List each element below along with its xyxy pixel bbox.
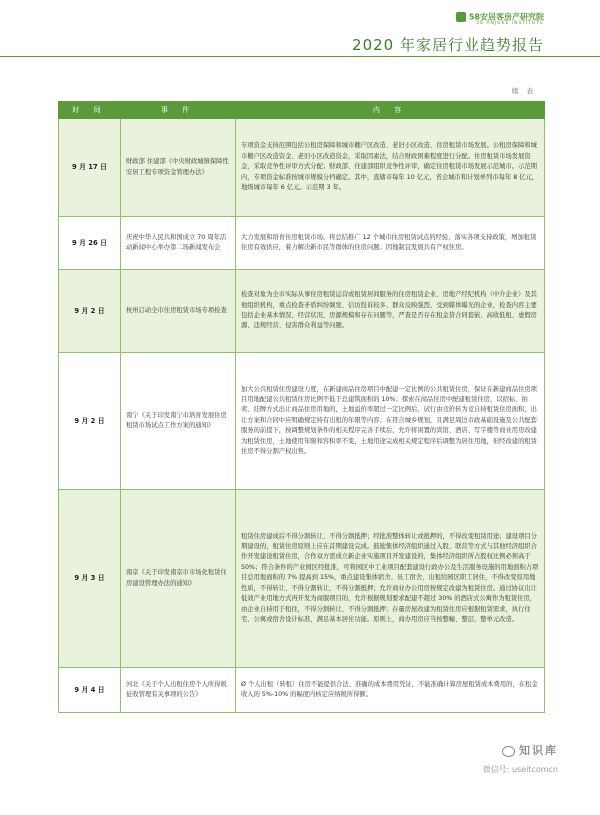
table-row — [59, 668, 545, 713]
continued-label: 续 表 — [511, 87, 536, 95]
row-date: 9 月 26 日 — [59, 217, 121, 270]
row-event: 杭州启动全市住房租赁市场专项检查 — [121, 270, 236, 353]
row-date: 9 月 2 日 — [59, 353, 121, 490]
table-row — [59, 270, 545, 353]
brand-logo — [456, 12, 544, 27]
row-content: 专项资金支持范围包括公租房保障和城市棚户区改造、老旧小区改造、住房租赁市场发展。公租房保障和城市棚户区改造资金、老旧小区改造资金，采取因素法，结合财政困难程度进行分配。住房租赁市场发展资金，采取竞争性评审方式分配；财政部、住建部组织竞争性评审，确定住房租赁市场发展示范城市。示范期内，专项资金标准按城市规模分档确定。其中，直辖市每年 10 亿元，省会城市和计划单列市每年 8 亿元，地级城市每年 6 亿元。示范期 3 年。 — [236, 119, 545, 217]
table-row — [59, 217, 545, 270]
row-date: 9 月 4 日 — [59, 668, 121, 713]
row-event: 南宁《关于印发南宁市培育发展住房租赁市场试点工作方案的通知》 — [121, 353, 236, 490]
row-content: 检查对象为全市实际从事住房租赁运营或租赁居间服务的住房租赁企业、房地产经纪机构（中介企业）及其他组织机构，重点检查矛盾纠纷频发、信访投诉较多、群众反映强烈、受到媒体曝光的企业，检查内容主要包括企业基本情况、经营状况、房源规模和存在问题等，严查是否存在租金贷合同套嵌、高收低租、虚假房源、违规经营、侵害群众利益等问题。 — [236, 270, 545, 353]
watermark — [483, 742, 558, 775]
table-row — [59, 353, 545, 490]
brand-subtitle: 58 ANJUKE INSTITUTE — [476, 21, 544, 27]
chat-bubble-icon — [502, 746, 515, 757]
row-event: 财政部 住建部《中央财政城镇保障性安居工程专项资金管理办法》 — [121, 119, 236, 217]
header-divider — [0, 56, 600, 57]
brand-name: 58安居客房产研究院 — [468, 12, 544, 22]
row-event: 河北《关于个人出租住房个人所得税征收管理有关事项的公告》 — [121, 668, 236, 713]
column-header-event: 事 件 — [121, 102, 236, 119]
row-content: Ø 个人出租（转租）住房不能提供合法、准确的成本费用凭证，不能准确计算房屋租赁成本费用的，在租金收入的 5%-10% 的幅度内核定应纳税所得额。 — [236, 668, 545, 713]
watermark-account: 微信号: useitcomcn — [482, 765, 558, 774]
column-header-content: 内 容 — [236, 102, 545, 119]
row-date: 9 月 2 日 — [59, 270, 121, 353]
events-table — [58, 101, 545, 713]
table-row — [59, 119, 545, 217]
table-row — [59, 490, 545, 668]
row-content: 加大公共租赁住房建设力度，在新建商品住房项目中配建一定比例的公共租赁住房，保证在新建商品住房项目用地配建公共租赁住房比例不低于总建筑面积的 10%；探索在商品住房中配建租赁住房，以招标、拍卖、挂牌方式出让商品住房用地的，土地溢价率超过一定比例后，试行由竞价转为竞自持租赁住房面积，出让方案和合同中应明确规定持有出租的年限等内容；在符合城乡规划，且满足周边市政基础设施及公共配套服务的前提下，按调整规划条件的相关程序完善手续后，允许将闲置的宾馆、酒店、写字楼等商业用房改建为租赁住房，土地使用年限和容积率不变，土地用途完成相关规定程序后调整为居住用地，但经改建的租赁住房不得分割产权出售。 — [236, 353, 545, 490]
report-title: 2020 年家居行业趋势报告 — [352, 36, 544, 54]
row-event: 庆祝中华人民共和国成立 70 周年活动新闻中心举办第二场新闻发布会 — [121, 217, 236, 270]
row-content: 租赁住房建成后不得分割转让、不得分割抵押；经批准整体转让或抵押的，不得改变租赁用途；建设项目分期建设的，租赁住房原则上应在首期建设完成。鼓励集体经济组织通过入股、联营等方式与其他经济组织合作开发建设租赁住房，合作双方需成立新企业实施项目开发建设的，集体经济组织所占股权比例必须高于 50%；符合条件的产业园区经批准，可将园区中工业项目配套建设行政办公及生活服务设施的用地面积占项目总用地面积的 7% 提高到 15%，重点建设集体宿舍、员工宿舍，出租给园区职工居住，不得改变原用地性质，不得转让、不得分割转让、不得分割抵押；允许商业办公用房按规定改建为租赁住房。通过协议出让低效产业用地方式再开发为商服项目的，允许根据规划要求配建不超过 30% 的酒店式公寓作为租赁住房，由企业自持用于租住，不得分割转让、不得分割抵押；存量房屋改建为租赁住房应根据租赁需求，执行住宅、公寓或宿舍设计标准，满足基本居住功能。原则上，商办用房应当按整幢、整层、整单元改造。 — [236, 490, 545, 668]
row-date: 9 月 17 日 — [59, 119, 121, 217]
watermark-name: 知识库 — [519, 744, 558, 757]
table-header-row — [59, 102, 545, 119]
row-date: 9 月 3 日 — [59, 490, 121, 668]
brand-logo-icon — [456, 12, 466, 22]
row-event: 南京《关于印发南京市市场化租赁住房建设管理办法的通知》 — [121, 490, 236, 668]
row-content: 大力发展和培育住房租赁市场。将总结推广 12 个城市住房租赁试点的经验，落实各项支持政策，增加租赁住房有效供应，着力解决新市民等群体的住房问题；因地制宜发展共有产权住房。 — [236, 217, 545, 270]
column-header-date: 时 间 — [59, 102, 121, 119]
